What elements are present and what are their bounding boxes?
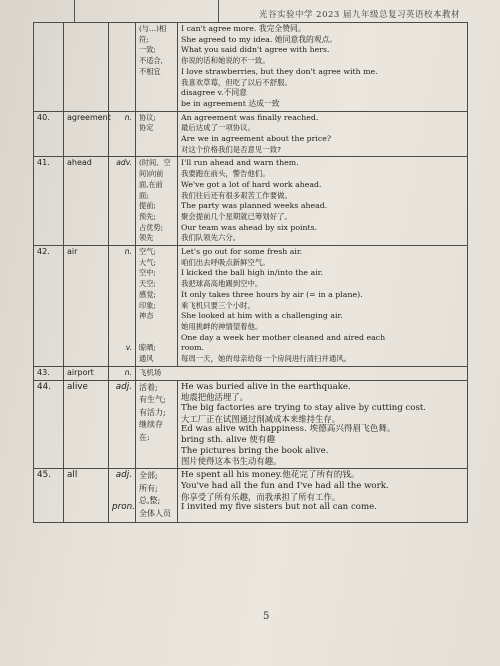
meaning-line: 神态 <box>139 311 154 321</box>
pos-label: v. <box>125 343 132 353</box>
table-row <box>34 157 468 246</box>
meaning-line: 所有; <box>139 483 158 493</box>
entry-word: agreement <box>64 111 109 157</box>
pos-label <box>112 258 132 269</box>
meaning-line <box>139 99 174 110</box>
entry-meanings <box>136 469 178 522</box>
pos-label <box>112 492 132 503</box>
table-row <box>34 380 468 469</box>
entry-number: 42. <box>34 246 64 367</box>
pos-label <box>112 268 132 279</box>
example-line: You've had all the fun and I've had all the work. <box>181 480 389 491</box>
example-line: He was buried alive in the earthquake. <box>181 381 351 392</box>
meaning-line: 提前; <box>139 201 156 211</box>
example-line: She agreed to my idea. 她同意我的观点。 <box>181 34 338 44</box>
pos-label <box>112 24 132 35</box>
entry-part-of-speech <box>109 246 136 367</box>
example-line: 飞机场 <box>139 367 162 377</box>
example-line: 她用挑衅的神情望着他。 <box>181 321 263 331</box>
meaning-line: 符; <box>139 34 149 44</box>
example-line: What you said didn't agree with hers. <box>181 45 330 55</box>
table-row <box>34 366 468 380</box>
entry-number: 43. <box>34 366 64 380</box>
pos-label <box>112 481 132 492</box>
example-line: I'll run ahead and warn them. <box>181 158 299 168</box>
example-line: 我要跑在前头，警告他们。 <box>181 169 270 179</box>
entry-examples <box>136 366 468 380</box>
entry-word: all <box>64 469 109 522</box>
example-line: disagree v.不同意 <box>181 88 247 98</box>
example-line: 我喜欢草莓，但吃了以后不舒服。 <box>181 77 292 87</box>
example-line: The pictures bring the book alive. <box>181 445 329 456</box>
example-line: I love strawberries, but they don't agree with me. <box>181 66 378 76</box>
entry-examples <box>178 380 468 469</box>
meaning-line: 总,整; <box>139 496 161 506</box>
meaning-line: 领先 <box>139 233 154 243</box>
page-number: 5 <box>263 611 270 622</box>
meaning-line: 一致; <box>139 45 156 55</box>
pos-label <box>112 322 132 333</box>
meaning-line: 有活力; <box>139 407 166 417</box>
meaning-line: 大气; <box>139 257 156 267</box>
entry-meanings <box>136 157 178 246</box>
pos-label: adj. <box>115 470 132 481</box>
entry-word: ahead <box>64 157 109 246</box>
entry-word: air <box>64 246 109 367</box>
entry-number: 45. <box>34 469 64 522</box>
example-line: 乘飞机只要三个小时。 <box>181 300 255 310</box>
example-line: 你享受了所有乐趣，而我承担了所有工作。 <box>181 491 341 502</box>
meaning-line: (与…)相 <box>139 24 167 33</box>
pos-label: adj. <box>115 381 132 392</box>
example-line: 每周一天，她的母亲给每一个房间进行清扫并通风。 <box>181 354 351 364</box>
meaning-line: (时间、空 <box>139 158 171 168</box>
pos-label: n. <box>124 247 132 257</box>
example-line: 对这个价格我们是否意见一致? <box>181 144 282 154</box>
meaning-line: 全体人员 <box>139 508 171 518</box>
meaning-line <box>139 322 174 333</box>
entry-meanings <box>136 380 178 469</box>
meaning-line: 通风 <box>139 354 154 364</box>
meaning-line: 不相宜 <box>139 66 161 76</box>
meaning-line: 不适合, <box>139 56 163 66</box>
example-line: It only takes three hours by air (= in a plane). <box>181 289 363 299</box>
example-line: 我们队领先六分。 <box>181 233 241 243</box>
example-line: The party was planned weeks ahead. <box>181 201 328 211</box>
example-line: 我们往后还有很多艰苦工作要做。 <box>181 190 292 200</box>
example-line: room. <box>181 343 204 353</box>
example-line: 地震把他活埋了。 <box>181 392 248 403</box>
pos-label <box>112 279 132 290</box>
entry-meanings <box>136 23 178 112</box>
meaning-line: 空中; <box>139 268 156 278</box>
page-header: 光谷实验中学 2023 届九年级总复习英语校本教材 <box>258 10 460 20</box>
meaning-line: 感觉; <box>139 289 156 299</box>
vocabulary-table <box>33 22 468 523</box>
meaning-line: 协议; <box>139 112 156 122</box>
meaning-line: 协定 <box>139 123 154 133</box>
entry-meanings <box>136 246 178 367</box>
entry-part-of-speech <box>109 366 136 380</box>
pos-label <box>112 333 132 344</box>
pos-label: n. <box>124 367 132 377</box>
example-line: Are we in agreement about the price? <box>181 134 332 144</box>
pos-label: n. <box>124 112 132 122</box>
entry-word: airport <box>64 366 109 380</box>
meaning-line: 预先; <box>139 211 156 221</box>
meaning-line: 全部; <box>139 471 158 481</box>
meaning-line: 有生气; <box>139 395 166 405</box>
example-line: bring sth. alive 使有趣 <box>181 435 276 446</box>
table-row <box>34 111 468 157</box>
pos-label: pron. <box>112 502 135 513</box>
example-line: 聚会提前几个星期就已筹划好了。 <box>181 211 292 221</box>
example-line: be in agreement 达成一致 <box>181 98 280 108</box>
example-line: One day a week her mother cleaned and aired each <box>181 332 386 342</box>
meaning-line: 活着; <box>139 382 158 392</box>
example-line: I can't agree more. 我完全赞同。 <box>181 24 306 33</box>
pos-label <box>112 311 132 322</box>
meaning-line: 在: <box>139 432 150 442</box>
meaning-line: 占优势; <box>139 222 163 232</box>
entry-word <box>64 23 109 112</box>
entry-examples <box>178 23 468 112</box>
example-line: We've got a lot of hard work ahead. <box>181 179 322 189</box>
example-line: An agreement was finally reached. <box>181 112 319 122</box>
entry-part-of-speech <box>109 157 136 246</box>
entry-part-of-speech <box>109 380 136 469</box>
meaning-line: 印象; <box>139 300 156 310</box>
meaning-line: 天空; <box>139 279 156 289</box>
example-line: She looked at him with a challenging air. <box>181 311 343 321</box>
entry-number: 41. <box>34 157 64 246</box>
meaning-line: 空气; <box>139 247 156 257</box>
pos-label <box>112 290 132 301</box>
example-line: 你说的话和她说的不一致。 <box>181 56 270 66</box>
example-line: Ed was alive with happiness. 埃德高兴得眉飞色舞。 <box>181 424 396 435</box>
meaning-line: 继续存 <box>139 420 163 430</box>
entry-part-of-speech <box>109 111 136 157</box>
pos-label <box>112 301 132 312</box>
example-line: 我把球高高地踢到空中。 <box>181 279 263 289</box>
example-line: 咱们出去呼吸点新鲜空气。 <box>181 257 270 267</box>
table-row <box>34 469 468 522</box>
example-line: 大工厂正在试图通过削减成本来维持生存。 <box>181 413 341 424</box>
meaning-line: 面; <box>139 190 149 200</box>
example-line: I kicked the ball high in/into the air. <box>181 268 324 278</box>
entry-word: alive <box>64 380 109 469</box>
entry-examples <box>178 469 468 522</box>
example-line: 图片使得这本书生动有趣。 <box>181 456 282 467</box>
example-line: Our team was ahead by six points. <box>181 222 318 232</box>
example-line: I invited my five sisters but not all can come. <box>181 502 377 513</box>
entry-number <box>34 23 64 112</box>
table-row <box>34 246 468 367</box>
meaning-line <box>139 78 174 89</box>
example-line: The big factories are trying to stay alive by cutting cost. <box>181 402 427 413</box>
entry-meanings <box>136 111 178 157</box>
meaning-line: 面,在前 <box>139 179 163 189</box>
example-line: Let's go out for some fresh air. <box>181 247 303 257</box>
example-line: He spent all his money.他花完了所有的钱。 <box>181 470 360 481</box>
meaning-line <box>139 333 174 344</box>
table-row <box>34 23 468 112</box>
entry-examples <box>178 111 468 157</box>
entry-number: 40. <box>34 111 64 157</box>
meaning-line: 晾晒; <box>139 343 156 353</box>
pos-label: adv. <box>116 158 132 168</box>
meaning-line: 间)向前 <box>139 169 164 179</box>
header-column-rule <box>74 0 219 22</box>
entry-examples <box>178 246 468 367</box>
example-line: 最后达成了一项协议。 <box>181 123 255 133</box>
entry-part-of-speech <box>109 23 136 112</box>
entry-number: 44. <box>34 380 64 469</box>
entry-part-of-speech <box>109 469 136 522</box>
meaning-line <box>139 88 174 99</box>
entry-examples <box>178 157 468 246</box>
